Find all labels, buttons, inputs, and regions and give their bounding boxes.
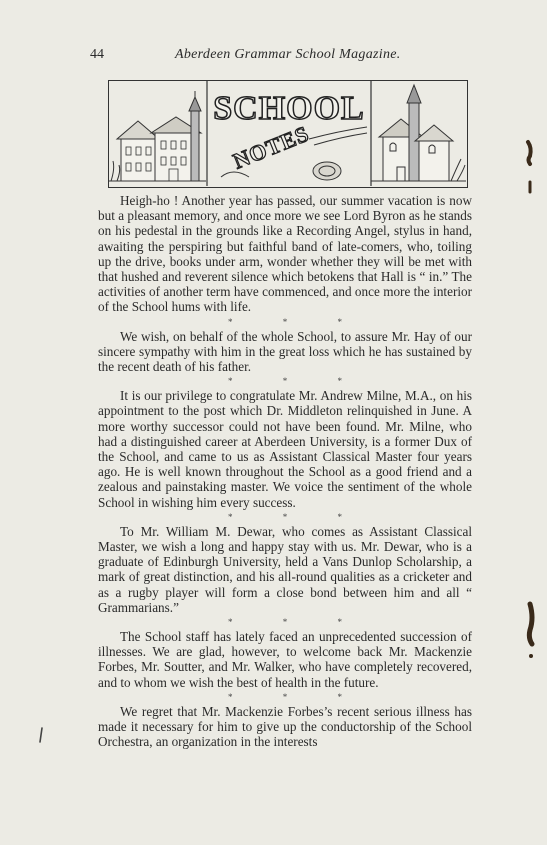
paragraph-dewar: To Mr. William M. Dewar, who comes as Assistant Classical Master, we wish a long and happy stay with us. Mr. Dewar, who is a graduate of Edinburgh University, held a Vans Dunlop Scholarship, a mark of great distinction, and his all-round qualities as a cricketer and as a rugby player will form a close bond between him and all “ Grammarians.” — [98, 523, 472, 615]
section-separator: * * * — [228, 691, 366, 702]
section-separator: * * * — [228, 376, 366, 387]
school-notes-banner — [108, 80, 468, 188]
school-notes-text — [98, 193, 472, 750]
school-building-illustration — [109, 91, 206, 181]
paragraph-illnesses: The School staff has lately faced an unprecedented succession of illnesses. We are glad, however, to welcome back Mr. Mackenzie Forbes, Mr. Soutter, and Mr. Walker, who have completely recovered, and to whom we wish the best of health in the future. — [98, 629, 472, 690]
section-separator: * * * — [228, 511, 366, 522]
margin-ink-mark — [520, 138, 540, 198]
section-separator: * * * — [228, 316, 366, 327]
banner-word-notes: NOTES — [229, 120, 313, 174]
paragraph-milne: It is our privilege to congratulate Mr. Andrew Milne, M.A., on his appointment to the post which Dr. Middleton relinquished in June. A more worthy successor could not have been found. Mr. Milne, who had a distinguished career at Aberdeen University, is a former Dux of the School, and came to us as Assistant Classical Master four years ago. He is well known throughout the School as a good friend and a zealous and painstaking master. We voice the sentiment of the whole School in wishing him every success. — [98, 388, 472, 510]
banner-word-school: SCHOOL — [213, 90, 365, 127]
paragraph-sympathy: We wish, on behalf of the whole School, to assure Mr. Hay of our sincere sympathy with him in the great loss which he has sustained by the recent death of his father. — [98, 328, 472, 375]
banner-lettering — [213, 90, 367, 180]
margin-ink-mark — [518, 600, 542, 664]
section-separator: * * * — [228, 617, 366, 628]
page-number: 44 — [90, 47, 104, 62]
margin-pencil-mark — [36, 726, 46, 746]
church-illustration — [371, 85, 466, 181]
banner-illustration — [109, 81, 466, 186]
paragraph-opening: Heigh-ho ! Another year has passed, our summer vacation is now but a pleasant memory, and once more we see Lord Byron as he stands on his pedestal in the grounds like a Recording Angel, stylus in hand, awaiting the perspiring but faithful band of late-comers, who, toiling up the drive, books under arm, wonder whether they will be met with that hushed and reverent silence which betokens that Hall is “ in.” The activities of another term have commenced, and once more the interior of the School hums with life. — [98, 193, 472, 315]
running-title: Aberdeen Grammar School Magazine. — [175, 47, 401, 62]
paragraph-orchestra: We regret that Mr. Mackenzie Forbes’s recent serious illness has made it necessary for him to give up the conductorship of the School Orchestra, an organization in the interests — [98, 703, 472, 750]
